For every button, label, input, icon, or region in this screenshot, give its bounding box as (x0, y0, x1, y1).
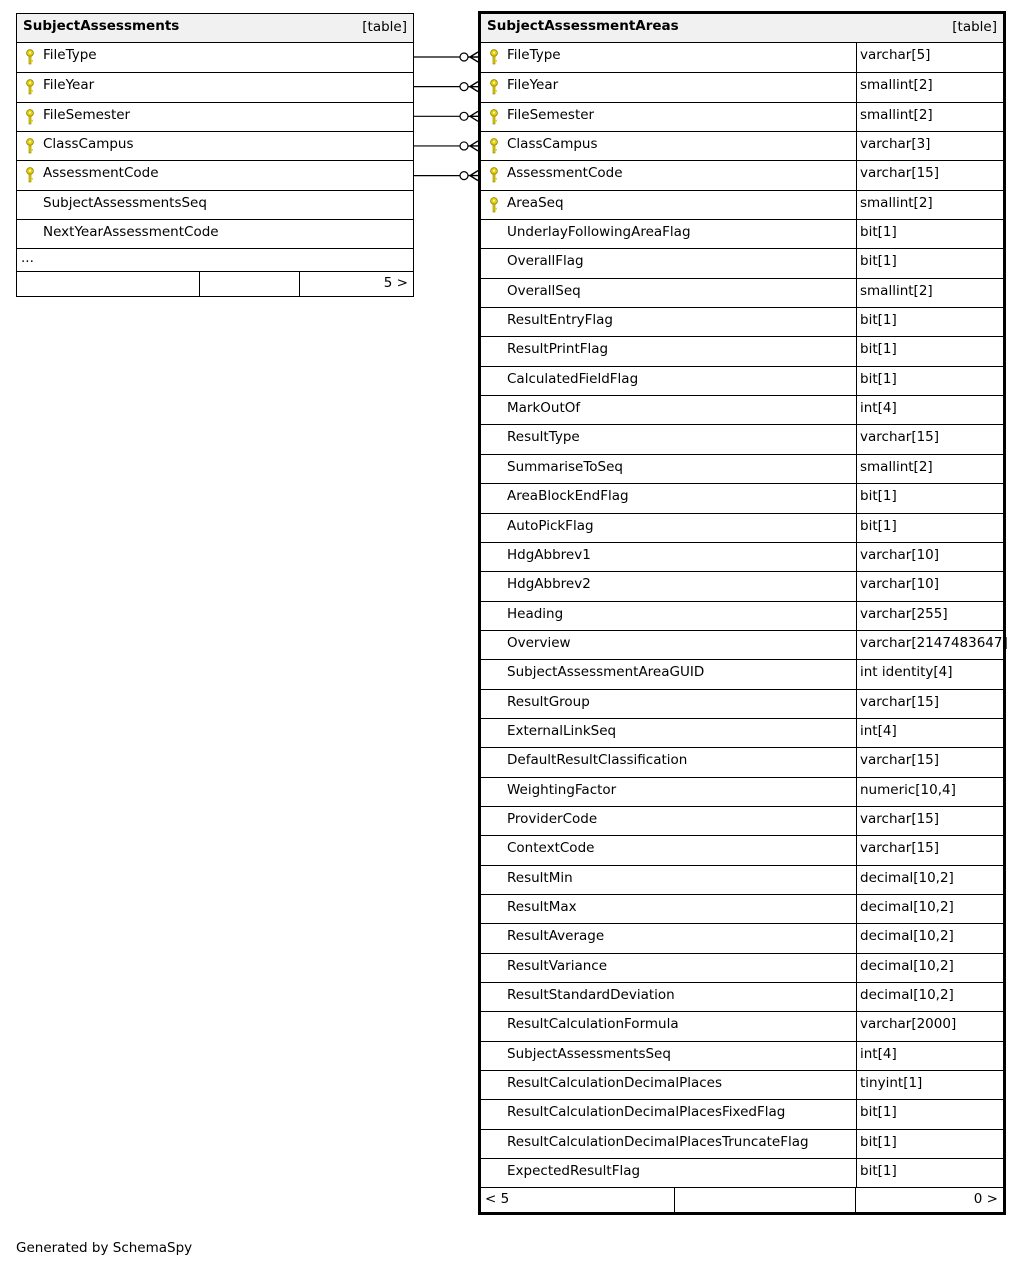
column-divider (856, 1130, 857, 1158)
column-name: ResultType (507, 429, 580, 446)
column-row[interactable] (481, 806, 1003, 835)
column-type: decimal[10,2] (860, 928, 954, 945)
primary-key-icon (25, 49, 35, 65)
column-type: bit[1] (860, 370, 897, 387)
more-columns-indicator: ... (17, 248, 413, 271)
table-footer (17, 271, 413, 296)
column-name: FileYear (43, 77, 95, 94)
column-type: decimal[10,2] (860, 898, 954, 915)
column-name: FileSemester (43, 106, 131, 123)
column-row[interactable] (481, 190, 1003, 219)
column-name: DefaultResultClassification (507, 752, 688, 769)
column-divider (856, 337, 857, 365)
column-row[interactable] (481, 424, 1003, 453)
column-divider (856, 220, 857, 248)
column-row[interactable] (17, 43, 413, 72)
column-divider (856, 132, 857, 160)
relationship-connector (414, 52, 478, 62)
column-divider (856, 660, 857, 688)
relationship-connector (414, 171, 478, 181)
generated-by-label: Generated by SchemaSpy (16, 1240, 193, 1256)
primary-key-icon (489, 138, 499, 154)
primary-key-icon (25, 109, 35, 125)
column-type: varchar[15] (860, 840, 940, 857)
column-row[interactable] (481, 718, 1003, 747)
column-type: smallint[2] (860, 458, 933, 475)
column-type: bit[1] (860, 517, 897, 534)
column-name: AutoPickFlag (507, 517, 594, 534)
column-type: varchar[10] (860, 546, 940, 563)
column-divider (856, 543, 857, 571)
column-divider (856, 690, 857, 718)
column-name: ResultMax (507, 898, 577, 915)
column-name: SubjectAssessmentsSeq (43, 194, 207, 211)
column-row[interactable] (481, 366, 1003, 395)
table-header (17, 14, 413, 43)
column-type: varchar[2000] (860, 1016, 957, 1033)
column-row[interactable] (481, 1158, 1003, 1187)
column-name: ResultCalculationDecimalPlacesFixedFlag (507, 1104, 786, 1121)
column-row[interactable] (481, 659, 1003, 688)
column-divider (856, 103, 857, 131)
column-name: OverallSeq (507, 282, 581, 299)
column-type: decimal[10,2] (860, 987, 954, 1003)
column-divider (856, 719, 857, 747)
column-name: Heading (507, 605, 564, 622)
column-divider (856, 924, 857, 952)
column-type: bit[1] (860, 224, 897, 241)
column-type: int[4] (860, 400, 897, 417)
column-name: AssessmentCode (507, 165, 623, 182)
column-row[interactable] (481, 454, 1003, 483)
column-name: ClassCampus (507, 136, 598, 153)
column-name: ResultStandardDeviation (507, 987, 675, 1003)
column-row[interactable] (481, 72, 1003, 101)
column-row[interactable] (481, 865, 1003, 894)
column-row[interactable] (481, 953, 1003, 982)
column-row[interactable] (17, 190, 413, 219)
column-divider (856, 631, 857, 659)
column-name: FileSemester (507, 106, 595, 123)
column-row[interactable] (481, 542, 1003, 571)
column-row[interactable] (481, 131, 1003, 160)
column-type: smallint[2] (860, 77, 933, 94)
column-type: varchar[5] (860, 47, 931, 63)
primary-key-icon (25, 167, 35, 183)
column-type: varchar[2147483647] (860, 634, 1008, 651)
column-name: CalculatedFieldFlag (507, 370, 639, 387)
column-divider (856, 895, 857, 923)
table-subject-assessment-areas[interactable] (478, 11, 1006, 1215)
column-type: bit[1] (860, 312, 897, 329)
column-row[interactable] (481, 483, 1003, 512)
primary-key-icon (489, 167, 499, 183)
column-type: decimal[10,2] (860, 957, 954, 974)
column-name: FileType (507, 47, 561, 63)
column-divider (856, 1159, 857, 1187)
column-divider (856, 748, 857, 776)
column-type: bit[1] (860, 253, 897, 270)
column-name: FileYear (507, 77, 559, 94)
column-divider (856, 866, 857, 894)
column-divider (856, 308, 857, 336)
column-type: varchar[15] (860, 810, 940, 827)
column-type: smallint[2] (860, 194, 933, 211)
table-kind: [table] (362, 19, 407, 35)
column-name: ProviderCode (507, 810, 598, 827)
column-type: varchar[255] (860, 605, 948, 622)
column-row[interactable] (481, 689, 1003, 718)
column-row[interactable] (481, 1011, 1003, 1040)
column-name: FileType (43, 47, 97, 63)
column-divider (856, 1100, 857, 1128)
column-type: bit[1] (860, 1104, 897, 1121)
table-name[interactable]: SubjectAssessments (23, 18, 180, 34)
column-row[interactable] (481, 571, 1003, 600)
column-divider (856, 1071, 857, 1099)
column-name: ResultPrintFlag (507, 341, 609, 358)
column-row[interactable] (481, 160, 1003, 189)
column-divider (856, 514, 857, 542)
column-divider (856, 954, 857, 982)
column-name: ContextCode (507, 840, 595, 857)
column-name: NextYearAssessmentCode (43, 224, 219, 241)
column-name: AreaSeq (507, 194, 564, 211)
column-row[interactable] (481, 336, 1003, 365)
table-name[interactable]: SubjectAssessmentAreas (487, 18, 679, 34)
column-type: varchar[15] (860, 165, 940, 182)
column-name: AreaBlockEndFlag (507, 488, 629, 505)
column-name: ExternalLinkSeq (507, 722, 617, 739)
column-row[interactable] (481, 982, 1003, 1011)
column-divider (856, 455, 857, 483)
column-divider (856, 602, 857, 630)
column-name: ResultMin (507, 869, 573, 886)
column-type: bit[1] (860, 1163, 897, 1180)
column-row[interactable] (481, 777, 1003, 806)
column-row[interactable] (481, 307, 1003, 336)
column-name: ResultAverage (507, 928, 605, 945)
child-count-link[interactable]: 0 > (973, 1191, 998, 1208)
column-divider (856, 983, 857, 1011)
column-name: ResultCalculationFormula (507, 1016, 679, 1033)
table-subject-assessments[interactable] (16, 13, 414, 297)
column-row[interactable] (17, 72, 413, 101)
column-row[interactable] (481, 1099, 1003, 1128)
column-type: int[4] (860, 722, 897, 739)
table-kind: [table] (952, 19, 997, 35)
table-footer (481, 1187, 1003, 1212)
column-name: WeightingFactor (507, 781, 617, 798)
column-divider (856, 836, 857, 864)
column-row[interactable] (481, 747, 1003, 776)
column-type: smallint[2] (860, 282, 933, 299)
column-name: HdgAbbrev1 (507, 546, 591, 563)
column-name: ResultCalculationDecimalPlacesTruncateFlag (507, 1133, 809, 1150)
column-type: numeric[10,4] (860, 781, 956, 798)
column-type: smallint[2] (860, 106, 933, 123)
column-divider (856, 191, 857, 219)
column-type: int[4] (860, 1045, 897, 1062)
parent-count-link[interactable]: < 5 (485, 1191, 510, 1208)
column-type: varchar[15] (860, 693, 940, 710)
column-type: bit[1] (860, 341, 897, 358)
column-type: varchar[10] (860, 576, 940, 593)
column-row[interactable] (481, 248, 1003, 277)
relationship-connector (414, 111, 478, 121)
column-type: bit[1] (860, 1133, 897, 1150)
column-name: AssessmentCode (43, 165, 159, 182)
column-name: ExpectedResultFlag (507, 1163, 641, 1180)
column-row[interactable] (481, 1070, 1003, 1099)
column-type: varchar[3] (860, 136, 931, 153)
column-row[interactable] (17, 160, 413, 189)
column-type: decimal[10,2] (860, 869, 954, 886)
column-row[interactable] (481, 395, 1003, 424)
primary-key-icon (489, 109, 499, 125)
column-row[interactable] (481, 219, 1003, 248)
column-divider (856, 778, 857, 806)
primary-key-icon (489, 197, 499, 213)
column-name: MarkOutOf (507, 400, 581, 417)
primary-key-icon (25, 138, 35, 154)
column-type: varchar[15] (860, 429, 940, 446)
column-name: ClassCampus (43, 136, 134, 153)
primary-key-icon (489, 49, 499, 65)
column-name: ResultVariance (507, 957, 608, 974)
column-row[interactable] (481, 894, 1003, 923)
column-type: varchar[15] (860, 752, 940, 769)
column-row[interactable] (17, 131, 413, 160)
child-count-link[interactable]: 5 > (383, 275, 408, 292)
column-name: UnderlayFollowingAreaFlag (507, 224, 691, 241)
column-divider (856, 572, 857, 600)
column-name: Overview (507, 634, 571, 651)
column-divider (856, 807, 857, 835)
column-row[interactable] (17, 102, 413, 131)
column-divider (856, 425, 857, 453)
column-divider (856, 1012, 857, 1040)
column-divider (856, 249, 857, 277)
column-divider (856, 279, 857, 307)
column-type: int identity[4] (860, 664, 953, 681)
table-header (481, 14, 1003, 43)
column-name: HdgAbbrev2 (507, 576, 591, 593)
column-row[interactable] (17, 219, 413, 248)
column-name: ResultCalculationDecimalPlaces (507, 1075, 722, 1092)
column-row[interactable] (481, 630, 1008, 659)
column-divider (856, 367, 857, 395)
column-name: SummariseToSeq (507, 458, 623, 475)
column-row[interactable] (481, 601, 1003, 630)
column-divider (856, 43, 857, 72)
column-divider (856, 161, 857, 189)
relationship-connector (414, 141, 478, 151)
column-row[interactable] (481, 43, 1003, 72)
column-row[interactable] (481, 835, 1003, 864)
column-row[interactable] (481, 1129, 1003, 1158)
column-divider (856, 1042, 857, 1070)
column-type: bit[1] (860, 488, 897, 505)
column-name: SubjectAssessmentAreaGUID (507, 664, 705, 681)
primary-key-icon (25, 79, 35, 95)
column-divider (856, 484, 857, 512)
column-row[interactable] (481, 278, 1003, 307)
column-divider (856, 396, 857, 424)
column-name: OverallFlag (507, 253, 584, 270)
column-divider (856, 73, 857, 101)
column-name: ResultEntryFlag (507, 312, 613, 329)
column-row[interactable] (481, 513, 1003, 542)
column-type: tinyint[1] (860, 1075, 923, 1092)
column-row[interactable] (481, 102, 1003, 131)
relationship-connector (414, 82, 478, 92)
column-row[interactable] (481, 1041, 1003, 1070)
column-name: SubjectAssessmentsSeq (507, 1045, 671, 1062)
primary-key-icon (489, 79, 499, 95)
column-name: ResultGroup (507, 693, 590, 710)
column-row[interactable] (481, 923, 1003, 952)
